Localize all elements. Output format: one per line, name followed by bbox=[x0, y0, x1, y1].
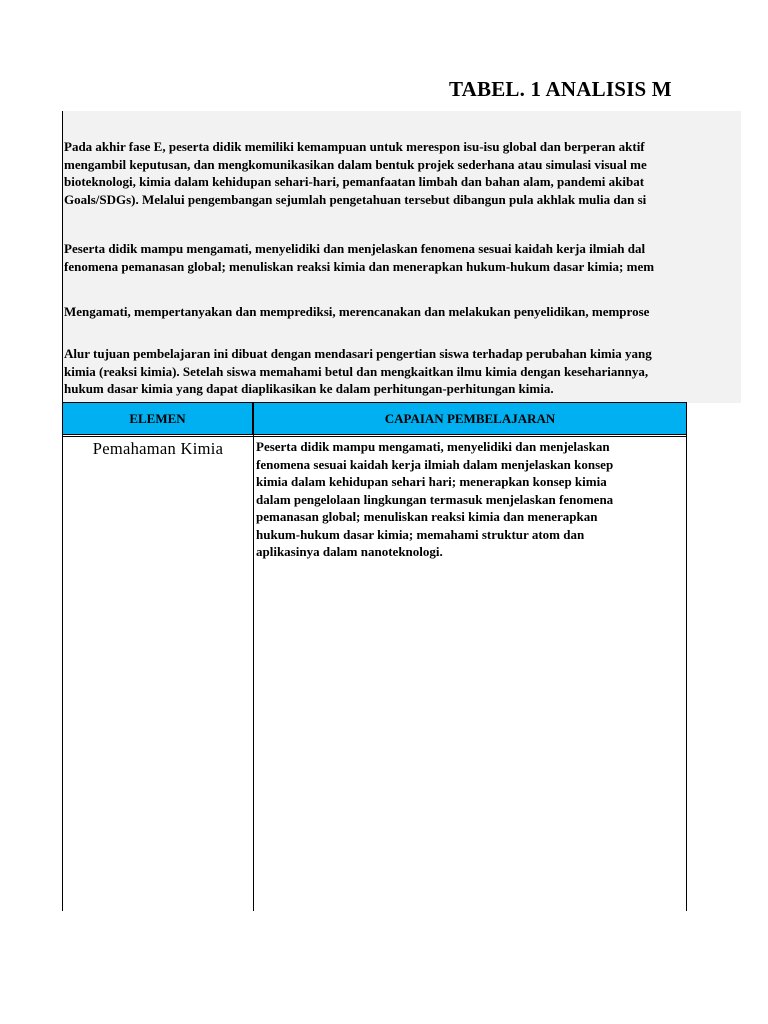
capaian-line: pemanasan global; menuliskan reaksi kimia dan menerapkan bbox=[256, 509, 598, 524]
capaian-line: aplikasinya dalam nanoteknologi. bbox=[256, 544, 443, 559]
alur-line: hukum dasar kimia yang dapat diaplikasikan ke dalam perhitungan-perhitungan kimia. bbox=[64, 381, 554, 396]
rasional-line: mengambil keputusan, dan mengkomunikasikan dalam bentuk projek sederhana atau simulasi visual me bbox=[64, 156, 647, 172]
alur-line: Alur tujuan pembelajaran ini dibuat dengan mendasari pengertian siswa terhadap perubahan kimia yang bbox=[64, 346, 652, 361]
table-cell-capaian bbox=[256, 438, 684, 561]
table-border-middle bbox=[253, 435, 254, 911]
keterampilan-line: Mengamati, mempertanyakan dan memprediksi, merencanakan dan melakukan penyelidikan, memprose bbox=[64, 304, 650, 319]
capaian-line: Peserta didik mampu mengamati, menyelidiki dan menjelaskan bbox=[256, 439, 610, 454]
pemahaman-line: fenomena pemanasan global; menuliskan reaksi kimia dan menerapkan hukum-hukum dasar kimia; mem bbox=[64, 258, 655, 274]
alur-paragraph bbox=[64, 345, 687, 398]
pemahaman-line: Peserta didik mampu mengamati, menyelidiki dan menjelaskan fenomena sesuai kaidah kerja ilmiah dal bbox=[64, 241, 646, 256]
keterampilan-paragraph bbox=[64, 303, 687, 321]
alur-line: kimia (reaksi kimia). Setelah siswa memahami betul dan mengkaitkan ilmu kimia dengan kesehariannya, bbox=[64, 363, 649, 379]
table-row-divider bbox=[62, 436, 687, 437]
capaian-line: kimia dalam kehidupan sehari hari; menerapkan konsep kimia bbox=[256, 474, 607, 489]
capaian-line: fenomena sesuai kaidah kerja ilmiah dalam menjelaskan konsep bbox=[256, 456, 614, 472]
pemahaman-paragraph bbox=[64, 240, 687, 275]
rasional-line: Pada akhir fase E, peserta didik memiliki kemampuan untuk merespon isu-isu global dan berperan aktif bbox=[64, 139, 645, 154]
table-header-elemen: ELEMEN bbox=[62, 402, 253, 435]
table-header-capaian: CAPAIAN PEMBELAJARAN bbox=[253, 402, 687, 435]
rasional-line: bioteknologi, kimia dalam kehidupan sehari-hari, pemanfaatan limbah dan bahan alam, pandemi akibat bbox=[64, 174, 645, 189]
rasional-line: Goals/SDGs). Melalui pengembangan sejumlah pengetahuan tersebut dibangun pula akhlak mulia dan si bbox=[64, 191, 647, 207]
table-border-right bbox=[686, 435, 687, 911]
page-title: TABEL. 1 ANALISIS M bbox=[449, 77, 672, 101]
table-border-left bbox=[62, 435, 63, 911]
capaian-line: hukum-hukum dasar kimia; memahami struktur atom dan bbox=[256, 526, 585, 542]
capaian-line: dalam pengelolaan lingkungan termasuk menjelaskan fenomena bbox=[256, 491, 614, 507]
rasional-paragraph bbox=[64, 138, 687, 208]
table-cell-elemen: Pemahaman Kimia bbox=[92, 439, 224, 458]
